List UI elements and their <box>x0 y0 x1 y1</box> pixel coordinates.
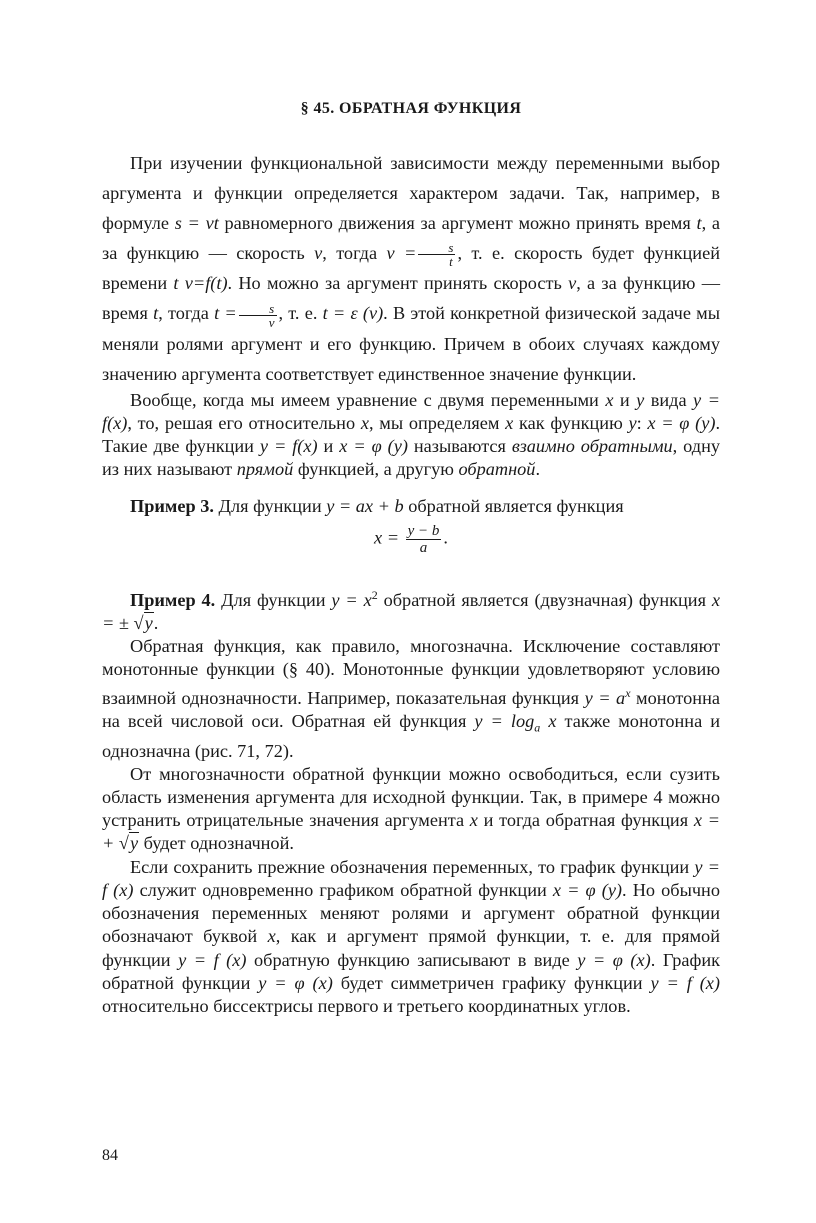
text: и тогда обратная функция <box>477 810 694 831</box>
formula: s = vt <box>174 213 219 233</box>
emphasis: взаимно обратными <box>511 436 673 456</box>
formula: y = φ (x) <box>577 949 651 970</box>
text: обратную функцию записывают в виде <box>246 949 578 970</box>
text: равномерного движения за аргумент можно принять время <box>218 213 697 233</box>
exponent: 2 <box>371 587 378 602</box>
formula: y = f(x) <box>102 389 720 433</box>
formula: t = ɛ (v) <box>322 303 384 324</box>
variable: x <box>505 412 514 433</box>
formula: y = f(x) <box>259 436 318 456</box>
display-formula <box>102 523 720 556</box>
text: функцией, а другую <box>293 459 459 480</box>
formula: y = x <box>331 589 372 610</box>
text: называются <box>407 436 512 456</box>
period: . <box>443 527 448 548</box>
text: , т. е. скорость будет функцией времени <box>102 243 720 294</box>
text: и <box>613 389 637 410</box>
radical-sign: √ <box>118 833 129 854</box>
variable: x <box>360 412 369 433</box>
exponent: x <box>625 685 631 700</box>
variable: t <box>153 303 159 324</box>
paragraph-5 <box>102 856 720 1018</box>
variable: v <box>314 243 323 263</box>
formula: y = f (x) <box>650 972 720 993</box>
example-3 <box>102 495 720 518</box>
numerator: s <box>239 302 277 316</box>
formula: y = ax + b <box>326 496 404 517</box>
variable: v <box>568 273 577 294</box>
variable: y <box>636 389 645 410</box>
example-label: Пример 3. <box>130 496 214 517</box>
text: , а за функцию — скорость <box>102 213 720 263</box>
emphasis: обратной <box>458 459 536 480</box>
formula: t v=f(t) <box>173 273 228 294</box>
paragraph-1 <box>102 148 720 389</box>
text: вида <box>644 389 694 410</box>
text: , тогда <box>158 303 215 324</box>
paragraph-3 <box>102 635 720 763</box>
text: обратной является (двузначная) функция <box>377 589 712 610</box>
formula: y = f (x) <box>102 856 720 900</box>
text: , тогда <box>322 243 387 263</box>
text: При изучении функциональной зависимости между переменными выбор аргумента и функции определяется характером задачи. Так, например, в формуле <box>102 153 720 233</box>
denominator: t <box>449 254 453 270</box>
text: . <box>153 612 159 633</box>
variable: x <box>267 926 276 947</box>
formula-lhs: x = <box>374 527 400 548</box>
paragraph-4 <box>102 763 720 856</box>
text: будет симметричен графику функции <box>332 972 651 993</box>
text: : <box>636 412 648 433</box>
variable: x <box>469 810 478 831</box>
formula: v = <box>386 243 417 263</box>
fraction-y-minus-b-over-a <box>406 523 442 556</box>
text: . Но можно за аргумент принять скорость <box>227 273 569 294</box>
example-label: Пример 4. <box>130 589 216 610</box>
text: обратной является функция <box>403 496 624 517</box>
text: От многозначности обратной функции можно освободиться, если сузить область изменения аргумента для исходной функции. Так, в примере 4 можно устранить отрицательные значения аргумента <box>102 763 720 831</box>
fraction-s-over-t <box>418 241 455 268</box>
text: . Но обычно обозначения переменных меняют ролями и аргумент обратной функции обозначают буквой <box>102 879 720 947</box>
text: будет однозначной. <box>139 833 294 854</box>
text: монотонна на всей числовой оси. Обратная ей функция <box>102 687 720 731</box>
text: , одну из них называют <box>102 436 720 480</box>
log-base: a <box>534 720 541 735</box>
text: также монотонна и однозначна (рис. 71, 72). <box>102 710 721 761</box>
formula: y = φ (x) <box>258 972 333 993</box>
page-number: 84 <box>102 1147 118 1164</box>
text: Вообще, когда мы имеем уравнение с двумя переменными <box>130 389 606 410</box>
paragraph-2 <box>102 389 720 482</box>
formula: y = log <box>474 710 535 731</box>
variable: y <box>628 412 637 433</box>
text: . <box>535 459 541 480</box>
square-root <box>119 832 139 853</box>
example-4 <box>102 584 720 636</box>
text: служит одновременно графиком обратной функции <box>133 879 553 900</box>
denominator: a <box>419 539 428 556</box>
text: Обратная функция, как правило, многозначна. Исключение составляют монотонные функции (§ 40). Монотонные функции удовлетворяют условию взаимной однозначности. Например, показательная функция <box>102 636 720 708</box>
text: как функцию <box>513 412 629 433</box>
fraction-s-over-v <box>239 302 277 329</box>
text: , то, решая его относительно <box>127 412 361 433</box>
page-body <box>102 100 720 1018</box>
text: Для функции <box>215 589 332 610</box>
numerator: s <box>418 241 455 255</box>
denominator: v <box>268 314 275 330</box>
text: . Такие две функции <box>102 412 721 456</box>
text: и <box>317 436 340 456</box>
formula: y = a <box>584 687 626 708</box>
formula: x = φ (y) <box>339 436 408 456</box>
variable: t <box>696 213 702 233</box>
text: . В этой конкретной физической задаче мы меняли ролями аргумент и его функцию. Причем в обоих случаях каждому значению аргумента соответствует единственное значение функции. <box>102 303 721 384</box>
radical-sign: √ <box>133 612 144 633</box>
formula: y = f (x) <box>178 949 247 970</box>
numerator: y − b <box>407 522 440 539</box>
variable: x <box>605 389 614 410</box>
text: , как и аргумент прямой функции, т. е. для прямой функции <box>102 926 720 970</box>
text: , т. е. <box>278 303 323 324</box>
formula: x = φ (y) <box>647 412 716 433</box>
formula: x <box>540 710 557 731</box>
formula: t = <box>214 303 237 324</box>
square-root <box>134 612 154 633</box>
text: Для функции <box>213 496 327 517</box>
formula: x = ± <box>102 589 720 633</box>
radicand: y <box>144 612 153 633</box>
text: . График обратной функции <box>102 949 720 993</box>
formula: x = φ (y) <box>552 879 623 900</box>
radicand: y <box>129 833 139 854</box>
formula: x = + <box>102 810 720 854</box>
text: относительно биссектрисы первого и третьего координатных углов. <box>102 995 631 1016</box>
section-heading: § 45. ОБРАТНАЯ ФУНКЦИЯ <box>300 100 522 117</box>
text: Если сохранить прежние обозначения переменных, то график функции <box>130 856 695 877</box>
emphasis: прямой <box>236 459 294 480</box>
text: , а за функцию — время <box>102 273 720 324</box>
text: , мы определяем <box>368 412 506 433</box>
